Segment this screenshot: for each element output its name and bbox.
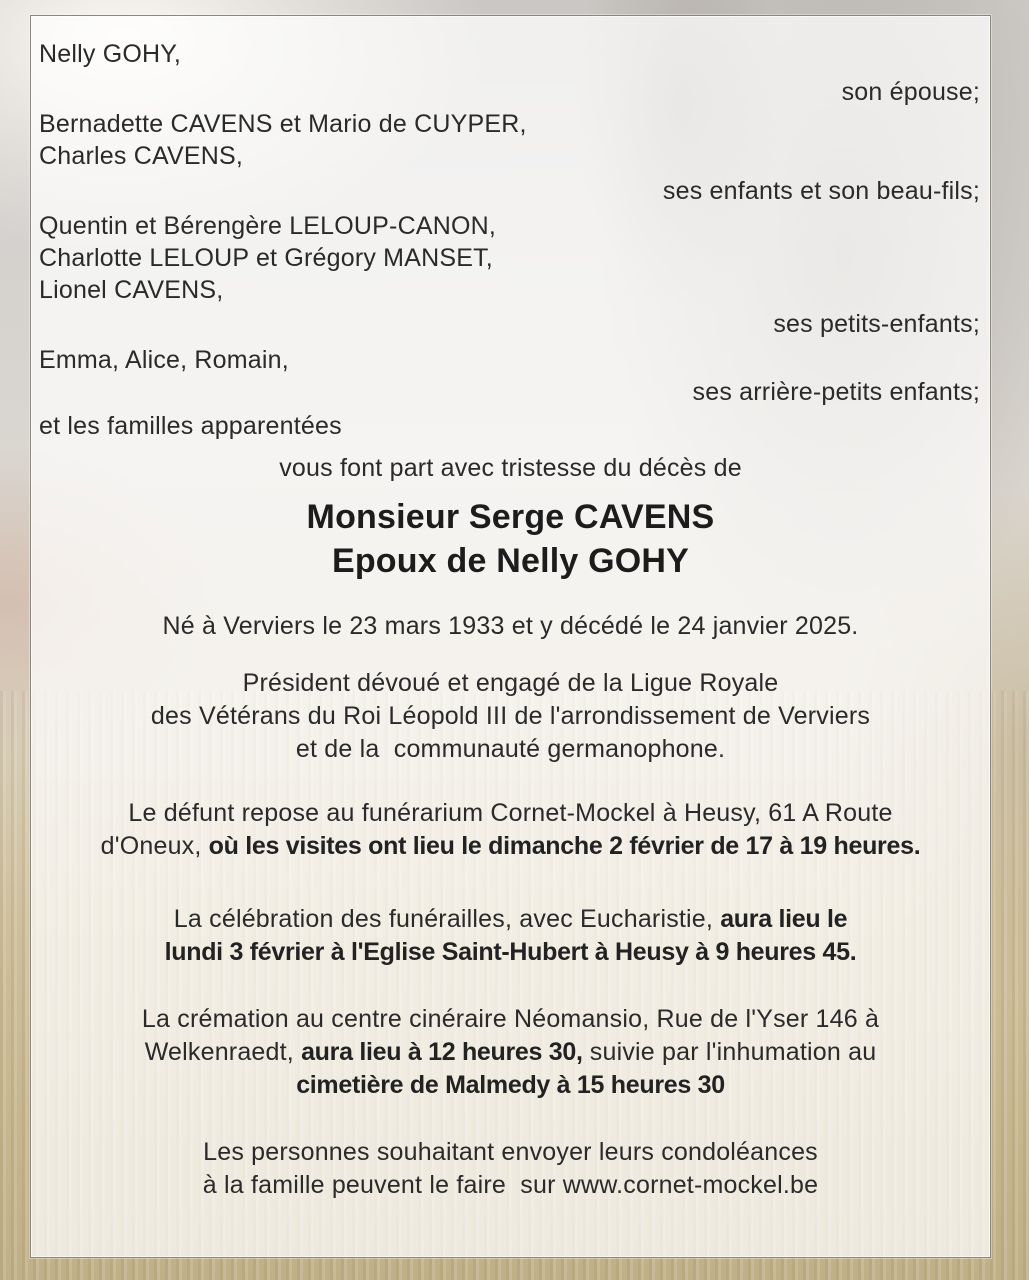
grandchildren-role: ses petits-enfants; (773, 310, 980, 338)
grandchildren-names-line3: Lionel CAVENS, (39, 276, 224, 304)
great-grandchildren-names: Emma, Alice, Romain, (39, 346, 289, 374)
wake-times-regular: d'Oneux, (100, 832, 209, 860)
wife-name: Nelly GOHY, (39, 40, 182, 68)
condolences-line1: Les personnes souhaitant envoyer leurs condoléances (203, 1138, 818, 1166)
cremation-time-line (30, 1036, 991, 1068)
announcement-intro: vous font part avec tristesse du décès de (279, 454, 742, 482)
service-intro-bold: aura lieu le (720, 905, 848, 933)
cremation-time-end: suivie par l'inhumation au (582, 1038, 877, 1066)
children-role: ses enfants et son beau-fils; (662, 177, 980, 205)
service-intro-regular: La célébration des funérailles, avec Eucharistie, (173, 905, 721, 933)
cremation-time-start: Welkenraedt, (144, 1038, 302, 1066)
related-families-line: et les familles apparentées (39, 412, 342, 440)
wake-times-line (30, 830, 991, 862)
tribute-line2: des Vétérans du Roi Léopold III de l'arrondissement de Verviers (150, 702, 871, 730)
service-intro-line (30, 903, 991, 935)
tribute-line3: et de la communauté germanophone. (295, 735, 726, 763)
wake-times-bold: où les visites ont lieu le dimanche 2 février de 17 à 19 heures. (208, 832, 921, 860)
service-datetime-line: lundi 3 février à l'Eglise Saint-Hubert à Heusy à 9 heures 45. (164, 938, 857, 966)
grandchildren-names-line2: Charlotte LELOUP et Grégory MANSET, (39, 244, 493, 272)
deceased-name: Monsieur Serge CAVENS (306, 498, 715, 536)
burial-line: cimetière de Malmedy à 15 heures 30 (296, 1071, 725, 1099)
great-grandchildren-role: ses arrière-petits enfants; (692, 378, 980, 406)
children-names-line1: Bernadette CAVENS et Mario de CUYPER, (39, 110, 527, 138)
tribute-line1: Président dévoué et engagé de la Ligue Royale (242, 669, 779, 697)
deceased-spouse-line: Epoux de Nelly GOHY (331, 542, 690, 580)
condolences-line2: à la famille peuvent le faire sur www.cornet-mockel.be (202, 1171, 819, 1199)
cremation-time-bold: aura lieu à 12 heures 30, (301, 1038, 583, 1066)
wife-role: son épouse; (841, 78, 980, 106)
birth-death-line: Né à Verviers le 23 mars 1933 et y décédé le 24 janvier 2025. (162, 612, 859, 640)
children-names-line2: Charles CAVENS, (39, 142, 243, 170)
grandchildren-names-line1: Quentin et Bérengère LELOUP-CANON, (39, 212, 497, 240)
cremation-location-line: La crémation au centre cinéraire Néomansio, Rue de l'Yser 146 à (141, 1005, 880, 1033)
wake-location-line: Le défunt repose au funérarium Cornet-Mockel à Heusy, 61 A Route (128, 799, 893, 827)
